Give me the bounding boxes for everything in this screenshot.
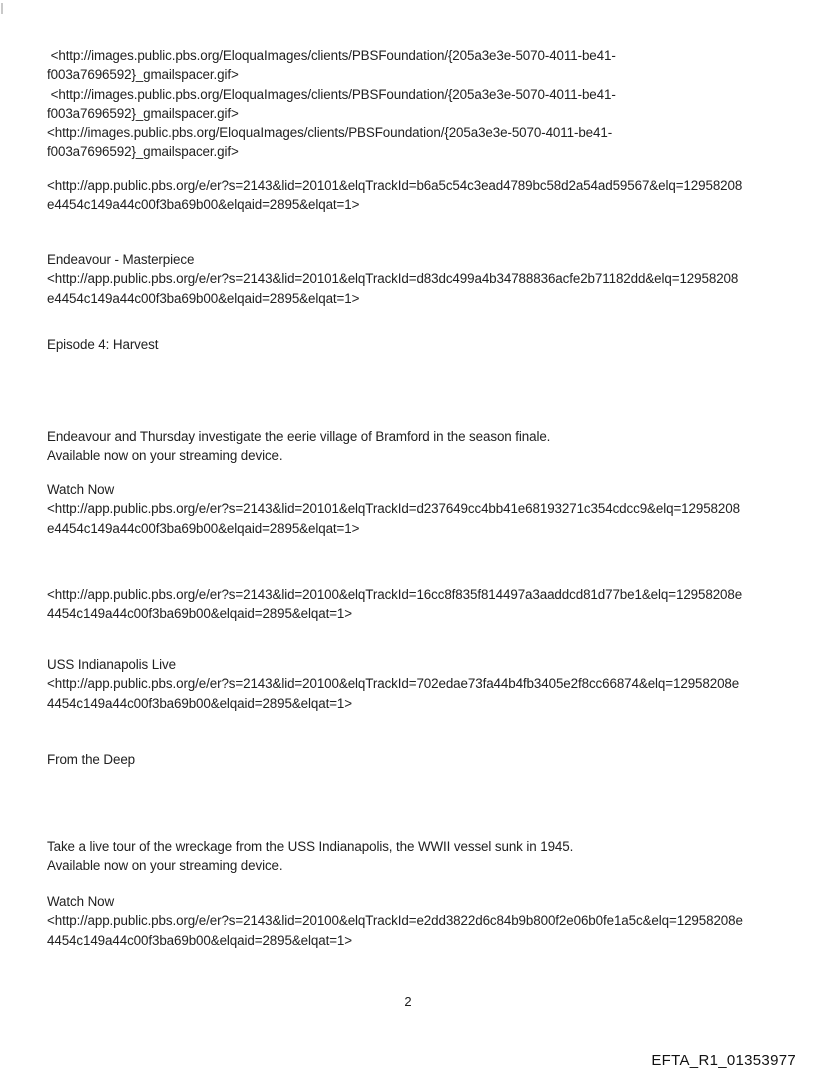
text-line: Episode 4: Harvest xyxy=(47,337,159,352)
endeavour-masterpiece-block xyxy=(47,250,796,308)
endeavour-image-link-block xyxy=(47,176,796,215)
page-number: 2 xyxy=(404,994,412,1009)
scan-artifact xyxy=(1,3,3,14)
text-line: Take a live tour of the wreckage from the USS Indianapolis, the WWII vessel sunk in 1945. xyxy=(47,839,574,854)
text-line: 4454c149a44c00f3ba69b00&elqaid=2895&elqat=1> xyxy=(47,606,352,622)
text-line: <http://app.public.pbs.org/e/er?s=2143&lid=20100&elqTrackId=702edae73fa44b4fb3405e2f8cc66874&elq=12958208e xyxy=(47,676,740,692)
text-line: f003a7696592}_gmailspacer.gif> xyxy=(47,67,239,83)
text-line: f003a7696592}_gmailspacer.gif> xyxy=(47,105,239,121)
text-line: Watch Now xyxy=(47,894,115,909)
text-line: From the Deep xyxy=(47,752,136,767)
text-line: USS Indianapolis Live xyxy=(47,657,176,672)
text-line: 4454c149a44c00f3ba69b00&elqaid=2895&elqat=1> xyxy=(47,932,352,948)
uss-indianapolis-live-block xyxy=(47,655,796,713)
text-line: <http://app.public.pbs.org/e/er?s=2143&lid=20100&elqTrackId=e2dd3822d6c84b9b800f2e06b0fe1a5c&elq=12958208e xyxy=(47,913,743,929)
endeavour-watch-now-block xyxy=(47,480,796,538)
text-line: <http://app.public.pbs.org/e/er?s=2143&lid=20100&elqTrackId=16cc8f835f814497a3aaddcd81d77be1&elq=12958208e xyxy=(47,587,743,602)
text-line: <http://app.public.pbs.org/e/er?s=2143&lid=20101&elqTrackId=d83dc499a4b34788836acfe2b71182dd&elq=12958208 xyxy=(47,271,739,287)
text-line: f003a7696592}_gmailspacer.gif> xyxy=(47,144,239,160)
text-line: Available now on your streaming device. xyxy=(47,858,283,874)
text-line: e4454c149a44c00f3ba69b00&elqaid=2895&elqat=1> xyxy=(47,520,360,536)
text-line: e4454c149a44c00f3ba69b00&elqaid=2895&elqat=1> xyxy=(47,290,360,306)
uss-image-link-block xyxy=(47,585,796,624)
text-line: <http://images.public.pbs.org/EloquaImages/clients/PBSFoundation/{205a3e3e-5070-4011-be41- xyxy=(47,48,616,63)
episode-title-block xyxy=(47,335,796,354)
text-line: <http://app.public.pbs.org/e/er?s=2143&lid=20101&elqTrackId=b6a5c54c3ead4789bc58d2a54ad59567&elq=12958208 xyxy=(47,178,743,193)
text-line: Endeavour and Thursday investigate the eerie village of Bramford in the season finale. xyxy=(47,429,551,444)
text-line: <http://images.public.pbs.org/EloquaImages/clients/PBSFoundation/{205a3e3e-5070-4011-be41- xyxy=(47,86,616,102)
text-line: Endeavour - Masterpiece xyxy=(47,252,195,267)
text-line: e4454c149a44c00f3ba69b00&elqaid=2895&elqat=1> xyxy=(47,197,360,213)
uss-description-block xyxy=(47,837,796,876)
text-line: <http://images.public.pbs.org/EloquaImages/clients/PBSFoundation/{205a3e3e-5070-4011-be41- xyxy=(47,125,613,141)
text-line: Watch Now xyxy=(47,482,115,497)
text-line: 4454c149a44c00f3ba69b00&elqaid=2895&elqat=1> xyxy=(47,695,352,711)
gmailspacer-image-urls-block xyxy=(47,46,796,162)
uss-watch-now-block xyxy=(47,892,796,950)
bates-stamp: EFTA_R1_01353977 xyxy=(651,1052,796,1069)
text-line: <http://app.public.pbs.org/e/er?s=2143&lid=20101&elqTrackId=d237649cc4bb41e68193271c354cdcc9&elq=12958208 xyxy=(47,501,740,517)
from-the-deep-block xyxy=(47,750,796,769)
endeavour-description-block xyxy=(47,427,796,466)
text-line: Available now on your streaming device. xyxy=(47,448,283,464)
